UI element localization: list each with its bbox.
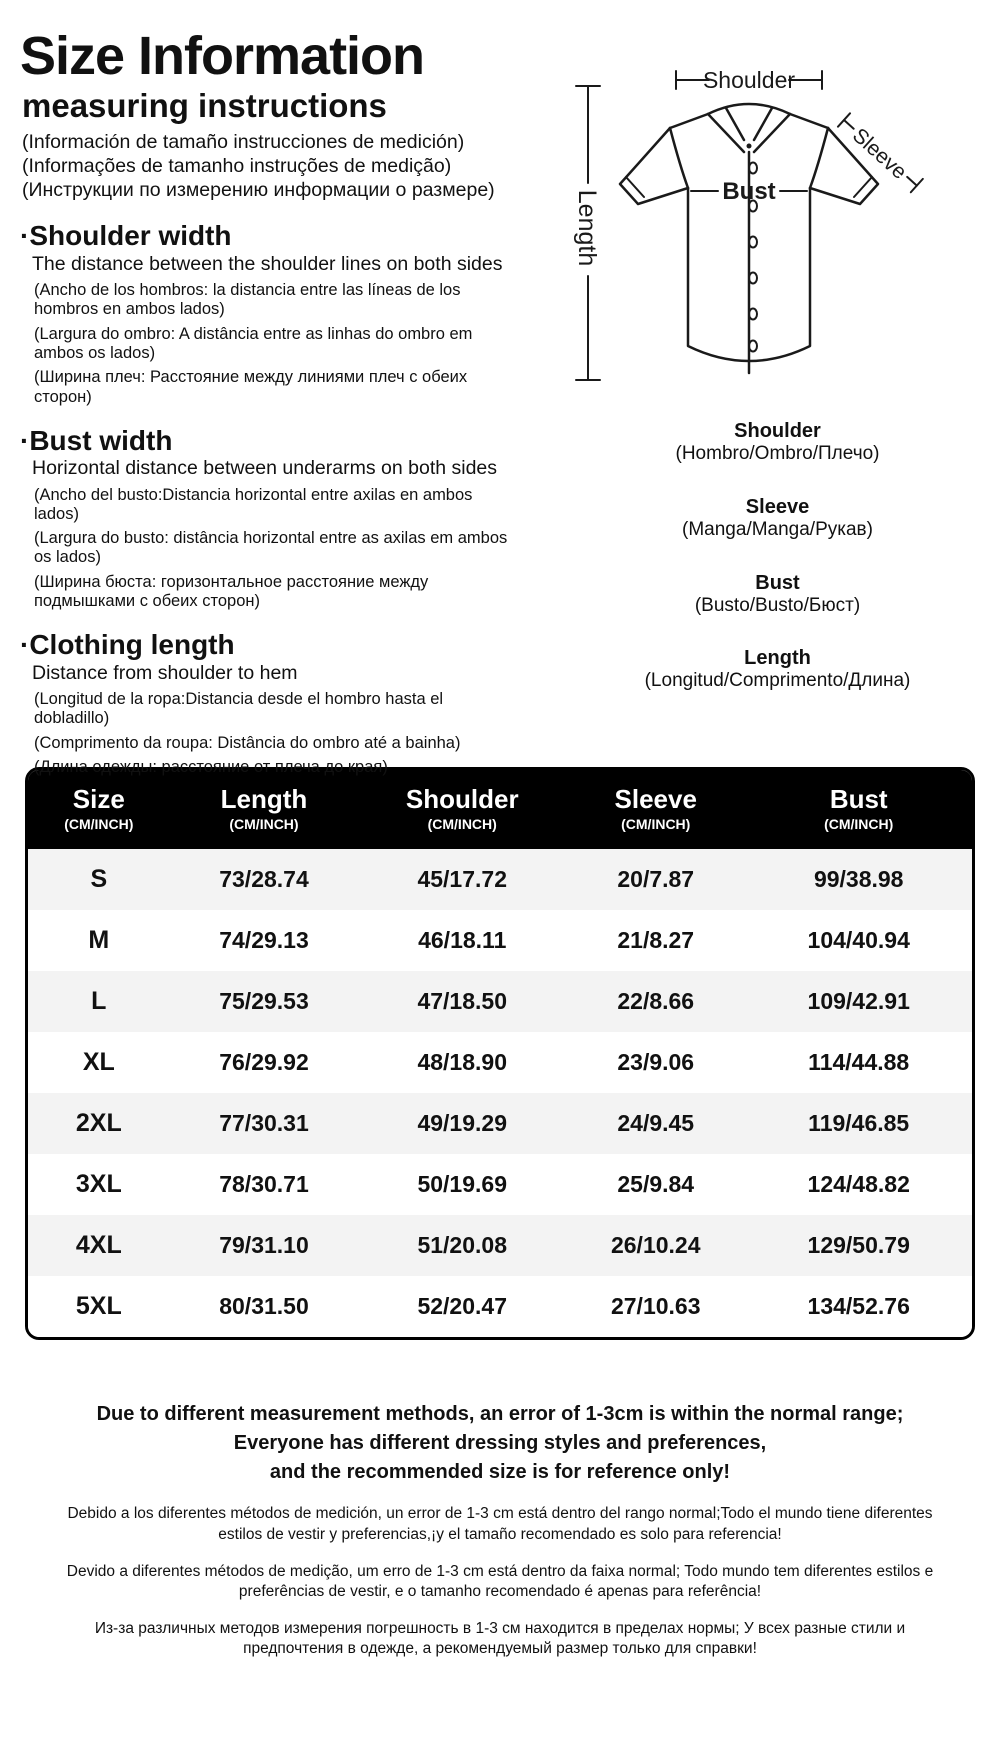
sleeve-measure [835,113,923,196]
col-header-shoulder [358,770,566,849]
section-translation-pt: (Comprimento da roupa: Distância do ombro até a bainha) [34,733,461,752]
cell-size: M [88,926,110,955]
cell-shoulder: 46/18.11 [418,927,507,954]
cell-sleeve: 21/8.27 [617,927,695,954]
cell-size: XL [82,1048,115,1077]
size-table-container [25,767,975,1340]
subtitle-translation-ru: (Инструкции по измерению информации о размере) [22,178,495,201]
cell-length: 78/30.71 [219,1171,309,1198]
col-name: Size [72,784,125,814]
legend-item-length [555,646,1000,693]
cell-length: 76/29.92 [219,1049,309,1076]
legend-translation: (Hombro/Ombro/Плечо) [675,443,880,464]
cell-length: 80/31.50 [219,1293,309,1320]
cell-length: 79/31.10 [219,1232,309,1259]
cell-shoulder: 49/19.29 [417,1110,507,1137]
table-row [28,849,972,910]
diagram-legend [555,419,1000,693]
section-title [20,425,555,456]
section-title-text: Shoulder width [29,220,232,252]
legend-item-sleeve [555,495,1000,542]
unit-note: (CM/INCH) [427,815,497,832]
section-translation-es: (Ancho de los hombros: la distancia entre las líneas de los hombros en ambos lados) [34,281,461,319]
cell-shoulder: 47/18.50 [417,988,507,1015]
section-translation-ru: (Ширина бюста: горизонтальное расстояние между подмышками с обеих сторон) [34,572,429,611]
section-translation-es: (Ancho del busto:Distancia horizontal entre axilas en ambos lados) [34,485,473,523]
section-title-text: Clothing length [29,629,235,661]
size-table-header [28,770,972,849]
cell-size: 3XL [75,1170,122,1199]
top-area [0,0,1000,776]
note-emphasis-line: Due to different measurement methods, an error of 1-3cm is within the normal range; [96,1403,904,1426]
cell-shoulder: 48/18.90 [417,1049,507,1076]
section-translation-ru: (Ширина плеч: Расстояние между линиями плеч с обеих сторон) [34,368,468,406]
table-row [28,1032,972,1093]
legend-translation: (Manga/Manga/Рукав) [682,518,873,540]
shoulder-measure [676,67,822,93]
cell-length: 74/29.13 [219,927,309,954]
section-title [20,629,555,660]
table-row [28,971,972,1032]
section-translation-pt: (Largura do busto: distância horizontal entre as axilas em ambos os lados) [34,529,508,567]
legend-term: Sleeve [745,495,810,518]
cell-size: S [90,865,108,894]
section-translation-ru: (Длина одежды: расстояние от плеча до края) [34,757,388,776]
cell-bust: 119/46.85 [808,1110,910,1137]
cell-bust: 114/44.88 [808,1049,910,1076]
note-translation-es: Debido a los diferentes métodos de medición, un error de 1-3 cm está dentro del rango normal;Todo el mundo tiene diferentes estilos de vestir y preferencias,¡y el tamaño recomendado es solo para referencia! [67,1505,933,1543]
bust-measure-label: Bust [721,178,776,205]
bullet-icon: · [20,220,30,252]
note-translation-pt: Devido a diferentes métodos de medição, um erro de 1-3 cm está dentro da faixa normal; Todo mundo tem diferentes estilos e preferências de vestir, e o tamanho recomendado é apenas para referência! [66,1562,934,1600]
table-row [28,1215,972,1276]
note-translation-ru: Из-за различных методов измерения погрешность в 1-3 см находится в пределах нормы; У всех разные стили и предпочтения в одежде, а рекомендуемый размер только для справки! [94,1619,906,1658]
cell-sleeve: 24/9.45 [617,1110,695,1137]
cell-sleeve: 27/10.63 [610,1293,701,1320]
size-table-body [28,849,972,1337]
length-measure [573,86,601,380]
legend-item-bust [555,571,1000,618]
section-shoulder-width [20,220,555,407]
size-table [28,770,972,1337]
legend-translation: (Longitud/Comprimento/Длина) [644,670,911,692]
shirt-measurement-diagram [558,28,998,403]
cell-size: L [91,987,107,1016]
subtitle-translations [22,131,555,202]
page-subtitle: measuring instructions [22,86,387,124]
table-row [28,1154,972,1215]
bullet-icon: · [20,424,30,456]
cell-sleeve: 26/10.24 [610,1232,701,1259]
cell-sleeve: 20/7.87 [617,866,695,893]
legend-term: Bust [755,571,800,594]
cell-bust: 129/50.79 [807,1232,910,1259]
cell-size: 2XL [75,1109,122,1138]
header-row [28,770,972,849]
col-name: Sleeve [614,784,697,814]
section-description: Distance from shoulder to hem [32,661,298,684]
cell-shoulder: 50/19.69 [417,1171,507,1198]
col-name: Shoulder [405,784,519,814]
cell-bust: 109/42.91 [807,988,910,1015]
unit-note: (CM/INCH) [229,815,299,832]
note-emphasis-line: Everyone has different dressing styles and preferences, [233,1432,767,1455]
legend-term: Shoulder [734,420,821,442]
sleeve-measure-label: Sleeve [847,123,911,184]
table-row [28,1093,972,1154]
table-row [28,1276,972,1337]
section-description: The distance between the shoulder lines on both sides [32,252,503,275]
unit-note: (CM/INCH) [824,815,894,832]
legend-translation: (Busto/Busto/Бюст) [694,594,861,616]
cell-length: 77/30.31 [219,1110,309,1137]
col-header-sleeve [566,770,745,849]
cell-sleeve: 23/9.06 [617,1049,695,1076]
section-translation-es: (Longitud de la ropa:Distancia desde el hombro hasta el dobladillo) [34,690,444,728]
section-description: Horizontal distance between underarms on both sides [32,457,498,480]
section-bust-width [20,425,555,612]
legend-term: Length [744,647,811,670]
cell-sleeve: 25/9.84 [617,1171,695,1198]
bust-measure [691,178,807,205]
unit-note: (CM/INCH) [64,815,134,832]
cell-shoulder: 45/17.72 [417,866,507,893]
measurement-notes [0,1400,1000,1659]
cell-shoulder: 51/20.08 [417,1232,507,1259]
instructions-column [0,26,555,776]
cell-bust: 134/52.76 [807,1293,910,1320]
cell-sleeve: 22/8.66 [617,988,695,1015]
section-clothing-length [20,629,555,777]
cell-bust: 104/40.94 [807,927,910,954]
cell-size: 5XL [75,1292,122,1321]
page-title: Size Information [20,26,425,86]
col-name: Length [220,784,308,814]
col-name: Bust [829,784,888,814]
table-row [28,910,972,971]
col-header-bust [745,770,972,849]
cell-length: 73/28.74 [219,866,309,893]
section-translation-pt: (Largura do ombro: A distância entre as linhas do ombro em ambos os lados) [34,324,473,362]
bullet-icon: · [20,629,30,661]
subtitle-translation-es: (Información de tamaño instrucciones de medición) [22,130,465,153]
cell-shoulder: 52/20.47 [417,1293,507,1320]
diagram-column [555,28,1000,767]
cell-size: 4XL [75,1231,122,1260]
cell-bust: 124/48.82 [807,1171,910,1198]
unit-note: (CM/INCH) [621,815,691,832]
section-title [20,220,555,251]
subtitle-translation-pt: (Informações de tamanho instruções de medição) [22,154,452,177]
note-emphasis-line: and the recommended size is for reference only! [269,1461,731,1484]
cell-bust: 99/38.98 [813,866,904,893]
col-header-size [28,770,170,849]
length-measure-label: Length [572,189,601,267]
shoulder-measure-label: Shoulder [702,67,795,93]
legend-item-shoulder [555,419,1000,466]
cell-length: 75/29.53 [219,988,309,1015]
section-title-text: Bust width [29,424,173,456]
col-header-length [170,770,359,849]
